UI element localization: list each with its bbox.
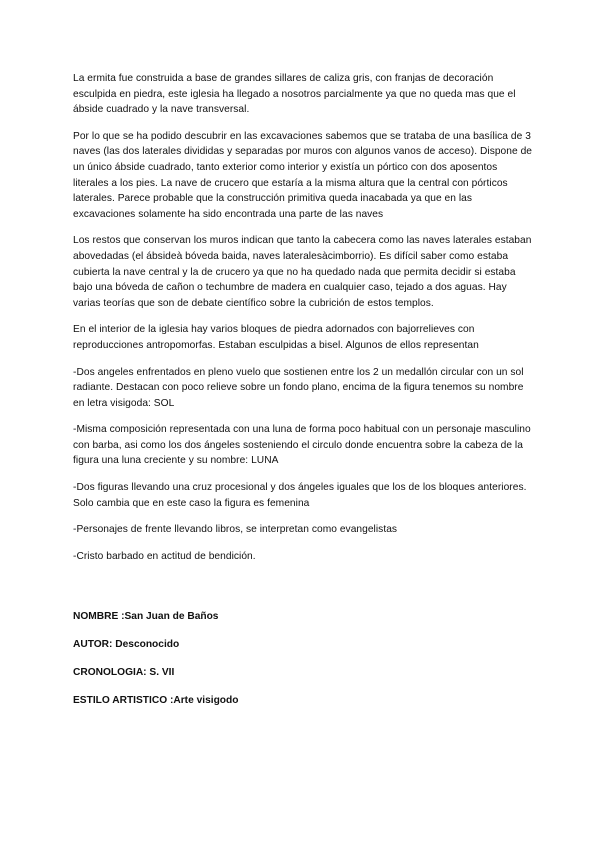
- paragraph-interior-bloques: En el interior de la iglesia hay varios bloques de piedra adornados con bajorrelieves con reproducciones antropomorfas. Estaban esculpidas a bisel. Algunos de ellos representan: [73, 324, 479, 351]
- list-item-sol: -Dos angeles enfrentados en pleno vuelo que sostienen entre los 2 un medallón circular con un sol radiante. Destacan con poco relieve sobre un fondo plano, encima de la figura tenemos su nombre en letra visigoda: SOL: [73, 366, 524, 409]
- field-cronologia: CRONOLOGIA: S. VII: [73, 667, 175, 679]
- paragraph-construccion: La ermita fue construida a base de grandes sillares de caliza gris, con franjas de decoración esculpida en piedra, este iglesia ha llegado a nosotros parcialmente ya que no queda mas que el ábside cuadrado y la nave transversal.: [73, 73, 516, 116]
- paragraph-excavaciones: Por lo que se ha podido descubrir en las excavaciones sabemos que se trataba de una basílica de 3 naves (las dos laterales divididas y separadas por muros con algunos vanos de acceso). Dispone de un único ábside cuadrado, tanto exterior como interior y existía un pórtico con dos aposentos literales a los pies. La nave de crucero que estaría a la misma altura que la central con pórticos laterales. Parece probable que la construcción primitiva queda inacabada ya que en las excavaciones solamente ha sido encontrada una parte de las naves: [73, 130, 533, 220]
- field-nombre: NOMBRE :San Juan de Baños: [73, 611, 219, 623]
- list-item-luna: -Misma composición representada con una luna de forma poco habitual con un personaje masculino con barba, asi como los dos ángeles sosteniendo el circulo donde encuentra sobre la cabeza de la figura una luna creciente y su nombre: LUNA: [73, 424, 531, 467]
- list-item-cruz-procesional: -Dos figuras llevando una cruz procesional y dos ángeles iguales que los de los bloques anteriores. Solo cambia que en este caso la figura es femenina: [73, 482, 527, 509]
- section-spacer: [73, 575, 533, 609]
- field-autor: AUTOR: Desconocido: [73, 639, 180, 651]
- document-body: [73, 71, 533, 721]
- field-estilo-artistico: ESTILO ARTISTICO :Arte visigodo: [73, 695, 239, 707]
- list-item-evangelistas: -Personajes de frente llevando libros, se interpretan como evangelistas: [73, 524, 398, 536]
- list-item-cristo: -Cristo barbado en actitud de bendición.: [73, 550, 256, 562]
- paragraph-restos-muros: Los restos que conservan los muros indican que tanto la cabecera como las naves laterales estaban abovedadas (el ábsideà bóveda baida, naves lateralesàcimborrio). Es difícil saber como estaba cubierta la nave central y la de crucero ya que no ha quedado nada que permita decidir si estaba bajo una bóveda de cañon o techumbre de madera en cualquier caso, tejado a dos aguas. Hay varias teorías que son de debate científico sobre la cubrición de estos templos.: [73, 235, 532, 309]
